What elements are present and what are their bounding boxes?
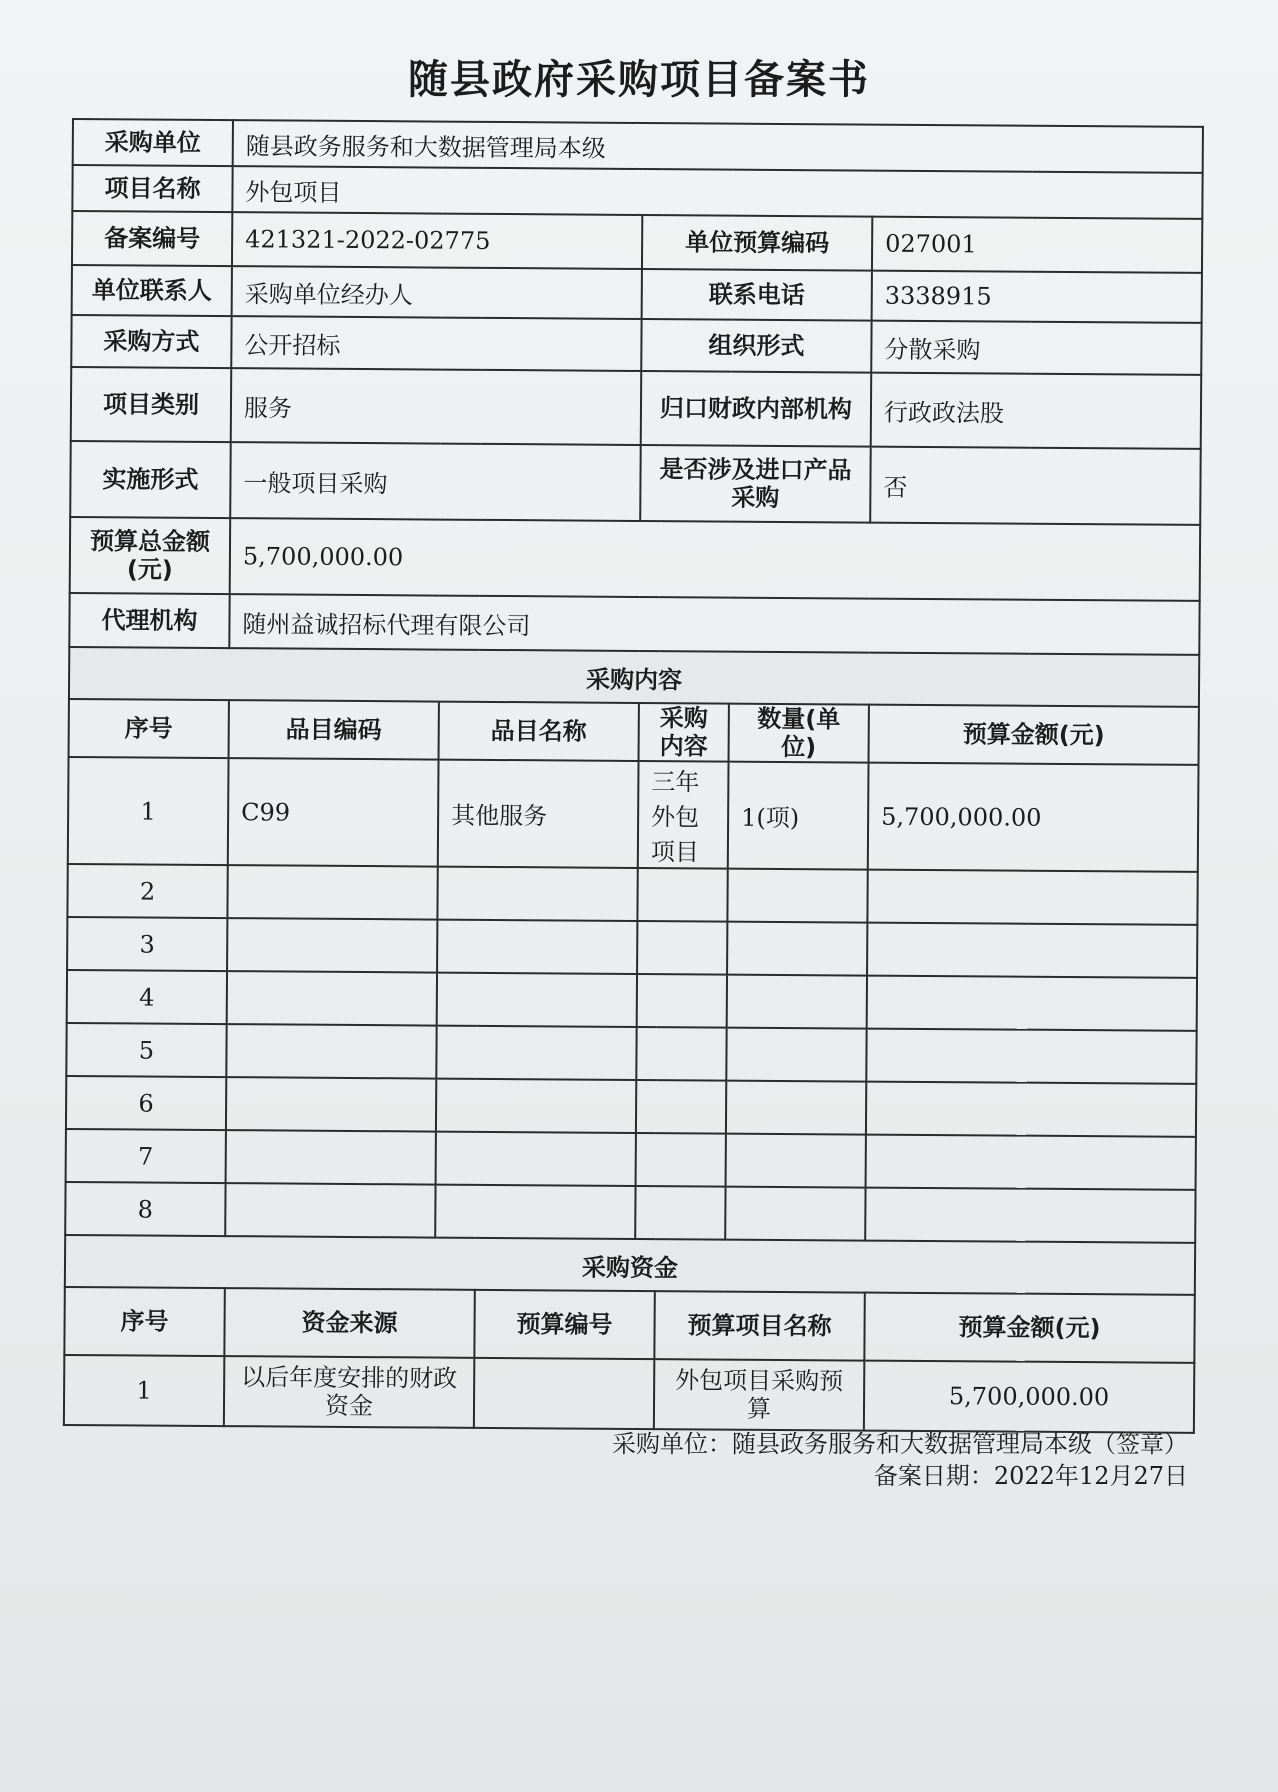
impl-label: 实施形式 — [70, 441, 231, 518]
budget-code-value: 027001 — [872, 217, 1202, 273]
content-cell — [867, 870, 1197, 925]
impl-value: 一般项目采购 — [230, 442, 641, 521]
phone-value: 3338915 — [872, 271, 1202, 323]
method-label: 采购方式 — [71, 315, 231, 368]
content-cell — [636, 1027, 726, 1081]
content-header-cell: 预算金额(元) — [869, 705, 1199, 765]
funds-header-cell: 序号 — [64, 1287, 224, 1356]
funds-table-row — [64, 1355, 1194, 1433]
funds-section-row — [65, 1235, 1195, 1295]
funds-header-cell: 预算金额(元) — [864, 1293, 1194, 1363]
content-cell — [867, 976, 1197, 1031]
record-no-value: 421321-2022-02775 — [232, 212, 642, 269]
content-header-cell: 品目名称 — [439, 702, 639, 761]
content-cell — [727, 975, 867, 1029]
content-cell — [436, 1132, 636, 1186]
content-cell — [865, 1188, 1195, 1243]
signature-line: 采购单位：随县政务服务和大数据管理局本级（签章） — [612, 1430, 1188, 1458]
content-table-row — [66, 1023, 1196, 1084]
content-cell — [637, 921, 727, 975]
org-form-value: 分散采购 — [871, 321, 1201, 375]
content-cell — [866, 1135, 1196, 1190]
project-value: 外包项目 — [232, 166, 1202, 219]
agency-value: 随州益诚招标代理有限公司 — [229, 594, 1199, 655]
content-cell: 5 — [66, 1023, 226, 1077]
content-cell: 3 — [67, 917, 227, 971]
method-value: 公开招标 — [231, 316, 641, 371]
row-method — [71, 315, 1201, 375]
category-value: 服务 — [231, 368, 642, 445]
content-cell — [437, 920, 637, 974]
content-cell: 4 — [67, 970, 227, 1024]
funds-cell: 5,700,000.00 — [864, 1361, 1194, 1433]
content-cell: 6 — [66, 1076, 226, 1130]
content-cell: C99 — [228, 758, 439, 866]
content-cell — [636, 1133, 726, 1187]
funds-header-row — [64, 1287, 1194, 1363]
content-table-row — [66, 1076, 1196, 1137]
content-cell: 5,700,000.00 — [868, 763, 1199, 872]
content-header-row — [69, 699, 1199, 765]
funds-header-cell: 资金来源 — [224, 1288, 474, 1358]
content-cell — [727, 869, 867, 923]
content-header-cell: 品目编码 — [229, 700, 439, 759]
content-cell — [867, 923, 1197, 978]
content-header-cell: 采购内容 — [639, 703, 729, 762]
content-cell — [435, 1185, 635, 1239]
row-project — [72, 165, 1202, 219]
contact-label: 单位联系人 — [72, 265, 232, 316]
content-cell — [227, 971, 437, 1025]
dept-value: 行政政法股 — [871, 373, 1202, 449]
row-category — [71, 367, 1201, 449]
content-table-row — [66, 1129, 1196, 1190]
content-cell: 7 — [66, 1129, 226, 1183]
content-cell — [437, 973, 637, 1027]
content-cell — [436, 1079, 636, 1133]
record-no-label: 备案编号 — [72, 211, 232, 266]
row-record — [72, 211, 1202, 273]
content-section-row — [69, 647, 1199, 707]
content-cell — [727, 922, 867, 976]
content-cell — [725, 1187, 865, 1241]
project-label: 项目名称 — [72, 165, 232, 212]
filing-date: 备案日期：2022年12月27日 — [873, 1462, 1188, 1490]
content-cell: 三年外包项目 — [638, 761, 729, 869]
funds-cell — [474, 1358, 654, 1429]
content-cell: 1 — [68, 757, 229, 865]
total-label: 预算总金额(元) — [70, 517, 231, 594]
content-cell — [636, 1080, 726, 1134]
content-cell — [227, 918, 437, 972]
import-label: 是否涉及进口产品采购 — [640, 445, 871, 523]
total-value: 5,700,000.00 — [230, 518, 1201, 601]
funds-header-cell: 预算项目名称 — [654, 1291, 864, 1360]
category-label: 项目类别 — [71, 367, 232, 442]
content-cell — [226, 1130, 436, 1184]
unit-value: 随县政务服务和大数据管理局本级 — [233, 120, 1203, 173]
content-cell — [225, 1183, 435, 1237]
funds-cell: 外包项目采购预算 — [654, 1359, 864, 1430]
document-title: 随县政府采购项目备案书 — [408, 57, 870, 103]
content-cell — [226, 1024, 436, 1078]
content-cell: 1(项) — [728, 762, 869, 870]
row-contact — [72, 265, 1202, 323]
dept-label: 归口财政内部机构 — [641, 371, 872, 447]
funds-section-title: 采购资金 — [65, 1235, 1195, 1295]
content-cell — [226, 1077, 436, 1131]
content-cell — [726, 1081, 866, 1135]
phone-label: 联系电话 — [642, 269, 872, 321]
content-table-row — [67, 917, 1197, 978]
filing-form-table — [63, 118, 1204, 1434]
budget-code-label: 单位预算编码 — [642, 215, 872, 271]
funds-header-cell: 预算编号 — [474, 1290, 654, 1359]
content-cell — [637, 974, 727, 1028]
content-table-row — [67, 970, 1197, 1031]
row-unit — [73, 119, 1203, 173]
content-table-row — [68, 757, 1199, 872]
content-cell — [866, 1029, 1196, 1084]
contact-value: 采购单位经办人 — [232, 266, 642, 319]
unit-label: 采购单位 — [73, 119, 233, 166]
content-rows — [65, 757, 1198, 1243]
content-header-cell: 序号 — [69, 699, 229, 758]
row-total — [70, 517, 1201, 601]
row-agency — [69, 593, 1199, 655]
content-cell — [635, 1186, 725, 1240]
import-value: 否 — [870, 447, 1201, 525]
content-cell — [637, 868, 727, 922]
content-cell — [726, 1134, 866, 1188]
content-cell — [437, 867, 637, 921]
content-cell: 8 — [65, 1182, 225, 1236]
content-cell — [436, 1026, 636, 1080]
content-header-cell: 数量(单位) — [729, 704, 869, 763]
funds-cell: 以后年度安排的财政资金 — [224, 1356, 474, 1428]
content-cell — [227, 865, 437, 919]
org-form-label: 组织形式 — [641, 319, 871, 373]
content-cell — [726, 1028, 866, 1082]
funds-cell: 1 — [64, 1355, 224, 1426]
funds-rows — [64, 1355, 1194, 1433]
content-cell: 其他服务 — [438, 760, 639, 868]
content-section-title: 采购内容 — [69, 647, 1199, 707]
content-table-row — [67, 864, 1197, 925]
row-impl — [70, 441, 1201, 525]
agency-label: 代理机构 — [69, 593, 229, 648]
signature-block — [612, 1428, 1188, 1492]
content-cell — [866, 1082, 1196, 1137]
content-cell: 2 — [67, 864, 227, 918]
content-table-row — [65, 1182, 1195, 1243]
